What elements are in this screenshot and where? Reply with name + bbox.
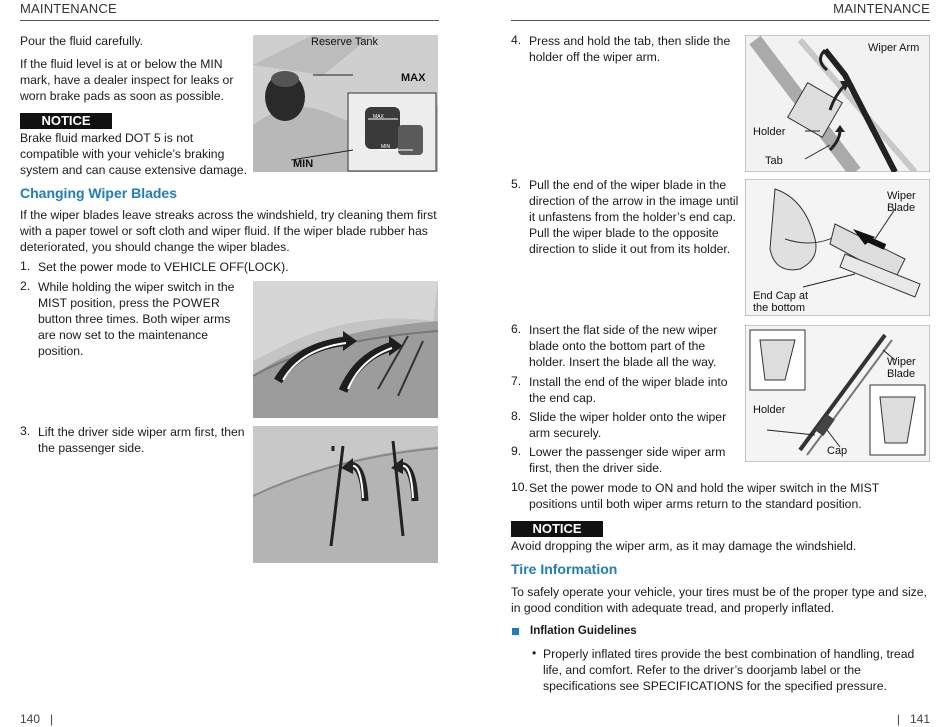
inflation-guidelines-heading: Inflation Guidelines <box>530 625 637 637</box>
step-text: Pull the end of the wiper blade in the direction of the arrow in the image until it unfastens from the holder’s end cap. Pull the wiper blade to the opposite direction to slide it out from its holder. <box>529 178 739 256</box>
step-text: Slide the wiper holder onto the wiper arm securely. <box>529 410 727 440</box>
square-bullet-icon <box>512 628 519 635</box>
left-header-rule <box>20 20 439 21</box>
notice-label: NOTICE <box>20 113 112 129</box>
tire-information-heading: Tire Information <box>511 561 618 577</box>
step-text: Insert the flat side of the new wiper blade onto the bottom part of the holder. Insert the blade all the way. <box>529 323 718 369</box>
min-mark-text: If the fluid level is at or below the MIN mark, have a dealer inspect for leaks or worn brake pads as soon as possible. <box>20 57 234 103</box>
tire-intro-text: To safely operate your vehicle, your tires must be of the proper type and size, in good condition with adequate tread, and properly inflated. <box>511 585 927 615</box>
step-number: 8. <box>511 409 522 423</box>
right-header-rule <box>511 20 930 21</box>
right-page-number: | 141 <box>896 712 930 726</box>
step-text: While holding the wiper switch in the MIST position, press the POWER button three times. Both wiper arms are now set to the maintenance position. <box>38 280 235 358</box>
left-page-number: 140 | <box>20 712 54 726</box>
tab-label: Tab <box>765 155 783 167</box>
left-running-header: MAINTENANCE <box>20 1 117 16</box>
step-number: 7. <box>511 374 522 388</box>
wiper-blade-label-line2: Blade <box>887 202 916 214</box>
bullet-dot-icon: • <box>532 646 537 660</box>
step-text: Set the power mode to ON and hold the wiper switch in the MIST positions until both wiper arms return to the standard position. <box>529 481 880 511</box>
notice-text: Avoid dropping the wiper arm, as it may damage the windshield. <box>511 539 857 553</box>
step-text: Lift the driver side wiper arm first, then the passenger side. <box>38 425 245 455</box>
step-number: 1. <box>20 259 31 273</box>
step-number: 6. <box>511 322 522 336</box>
reserve-tank-label: Reserve Tank <box>311 36 379 48</box>
step-text: Set the power mode to VEHICLE OFF(LOCK). <box>38 260 289 274</box>
min-label: MIN <box>293 158 314 170</box>
min-small-label: MIN <box>381 144 391 150</box>
notice-text: Brake fluid marked DOT 5 is not compatible with your vehicle’s braking system and can cause extensive damage. <box>20 131 247 177</box>
step-text: Press and hold the tab, then slide the holder off the wiper arm. <box>529 34 731 64</box>
step-number: 3. <box>20 424 31 438</box>
step-number: 9. <box>511 444 522 458</box>
brake-fluid-reservoir-figure <box>253 35 438 172</box>
wiper-maintenance-position-figure <box>253 281 438 418</box>
max-small-label: MAX <box>373 114 384 120</box>
step-number: 5. <box>511 177 522 191</box>
holder-label: Holder <box>753 126 786 138</box>
wiper-intro-text: If the wiper blades leave streaks across the windshield, try cleaning them first with a paper towel or soft cloth and wiper fluid. If the wiper blade rubber has deteriorated, you should change the wiper blades. <box>20 208 437 254</box>
step-text: Install the end of the wiper blade into the end cap. <box>529 375 728 405</box>
wiper-holder-tab-figure <box>745 35 930 172</box>
inflation-bullet-text: Properly inflated tires provide the best combination of handling, tread life, and comfort. Refer to the driver’s doorjamb label or the specifications see SPECIFICATIONS for the specified pressure. <box>543 647 915 693</box>
step-number: 4. <box>511 33 522 47</box>
pull-wiper-blade-figure <box>745 179 930 316</box>
right-running-header: MAINTENANCE <box>833 1 930 16</box>
wiper-blade-label-line1: Wiper <box>887 190 916 202</box>
holder-label: Holder <box>753 404 786 416</box>
max-label: MAX <box>401 72 426 84</box>
changing-wiper-blades-heading: Changing Wiper Blades <box>20 185 178 201</box>
step-number: 2. <box>20 279 31 293</box>
insert-wiper-blade-figure <box>745 325 930 462</box>
step-number: 10. <box>511 480 528 494</box>
end-cap-label-line2: the bottom <box>753 302 805 314</box>
end-cap-label-line1: End Cap at <box>753 290 809 302</box>
step-text: Lower the passenger side wiper arm first, then the driver side. <box>529 445 726 475</box>
cap-label: Cap <box>827 445 848 457</box>
wiper-blade-label-line2: Blade <box>887 368 916 380</box>
lift-wiper-arms-figure <box>253 426 438 563</box>
wiper-arm-label: Wiper Arm <box>868 42 920 54</box>
notice-label: NOTICE <box>511 521 603 537</box>
pour-fluid-text: Pour the fluid carefully. <box>20 34 144 48</box>
wiper-blade-label-line1: Wiper <box>887 356 916 368</box>
